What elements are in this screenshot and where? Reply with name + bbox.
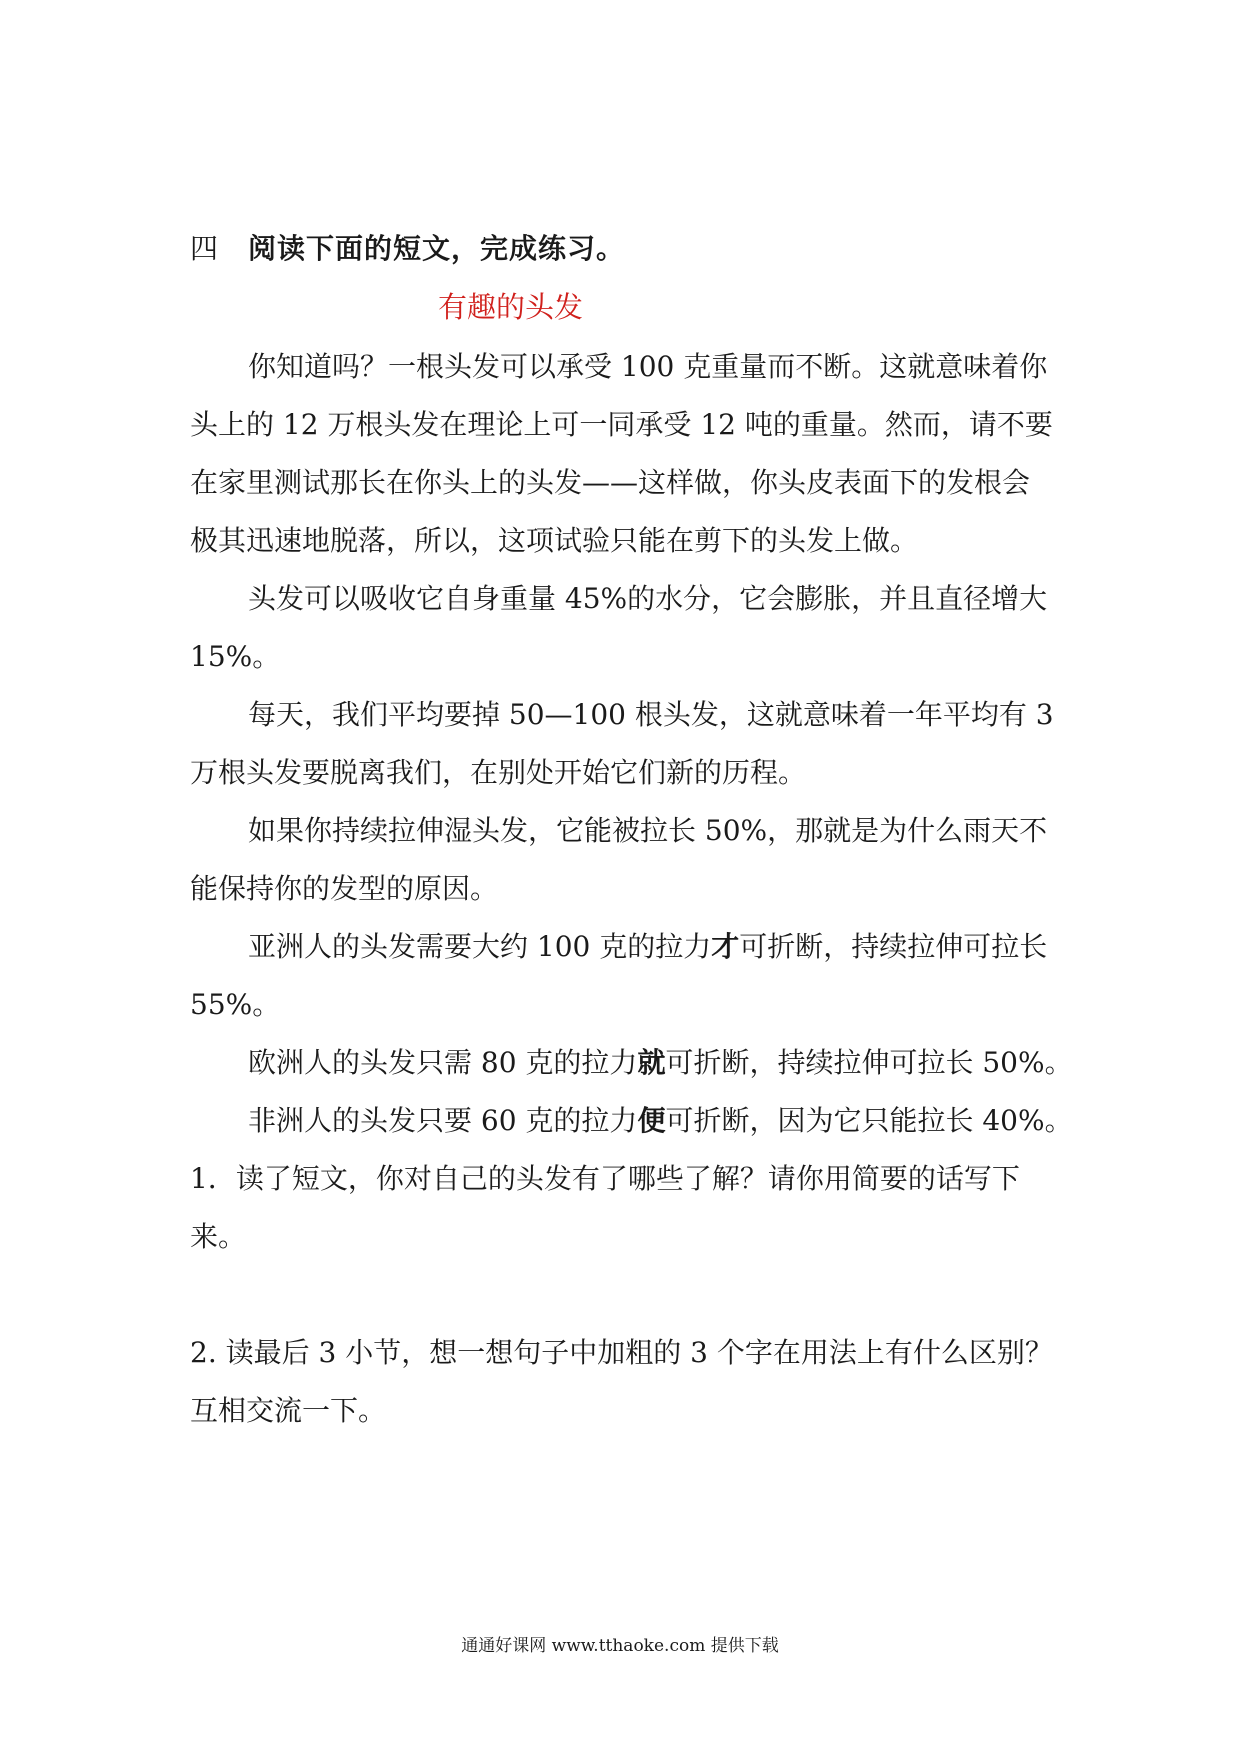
paragraph-7-text-before: 非洲人的头发只要 60 克的拉力 bbox=[248, 1104, 638, 1137]
section-heading bbox=[190, 229, 1060, 269]
paragraph-5-line-2: 55%。 bbox=[190, 988, 281, 1021]
question-1-line-1: 1．读了短文，你对自己的头发有了哪些了解？请你用简要的话写下 bbox=[190, 1162, 1020, 1195]
bold-word-cai: 才 bbox=[711, 930, 740, 963]
paragraph-2-line-1: 头发可以吸收它自身重量 45%的水分，它会膨胀，并且直径增大 bbox=[248, 582, 1048, 615]
paragraph-1-line-4: 极其迅速地脱落，所以，这项试验只能在剪下的头发上做。 bbox=[190, 524, 919, 557]
question-2-line-2: 互相交流一下。 bbox=[190, 1394, 387, 1427]
passage-title: 有趣的头发 bbox=[438, 290, 584, 324]
paragraph-6-line-1 bbox=[248, 1043, 1073, 1083]
paragraph-6-text-before: 欧洲人的头发只需 80 克的拉力 bbox=[248, 1046, 638, 1079]
page-footer: 通通好课网 www.tthaoke.com 提供下载 bbox=[461, 1636, 779, 1656]
bold-word-jiu: 就 bbox=[637, 1046, 666, 1079]
section-number: 四 bbox=[190, 232, 220, 265]
question-2-line-1: 2. 读最后 3 小节，想一想句子中加粗的 3 个字在用法上有什么区别？ bbox=[190, 1336, 1053, 1369]
paragraph-3-line-1: 每天，我们平均要掉 50—100 根头发，这就意味着一年平均有 3 bbox=[248, 698, 1054, 731]
section-instruction: 阅读下面的短文，完成练习。 bbox=[248, 232, 626, 265]
paragraph-7-line-1 bbox=[248, 1101, 1073, 1141]
paragraph-1-line-3: 在家里测试那长在你头上的头发——这样做，你头皮表面下的发根会 bbox=[190, 466, 1031, 499]
paragraph-4-line-1: 如果你持续拉伸湿头发，它能被拉长 50%，那就是为什么雨天不 bbox=[248, 814, 1048, 847]
paragraph-7-text-after: 可折断，因为它只能拉长 40%。 bbox=[665, 1104, 1073, 1137]
paragraph-5-text-before: 亚洲人的头发需要大约 100 克的拉力 bbox=[248, 930, 712, 963]
question-1-line-2: 来。 bbox=[190, 1220, 247, 1253]
bold-word-bian: 便 bbox=[637, 1104, 666, 1137]
paragraph-6-text-after: 可折断，持续拉伸可拉长 50%。 bbox=[665, 1046, 1073, 1079]
paragraph-1-line-1: 你知道吗？一根头发可以承受 100 克重量而不断。这就意味着你 bbox=[248, 350, 1048, 383]
paragraph-5-text-after: 可折断，持续拉伸可拉长 bbox=[739, 930, 1048, 963]
paragraph-2-line-2: 15%。 bbox=[190, 640, 281, 673]
paragraph-5-line-1 bbox=[248, 927, 1068, 967]
paragraph-1-line-2: 头上的 12 万根头发在理论上可一同承受 12 吨的重量。然而，请不要 bbox=[190, 408, 1053, 441]
paragraph-4-line-2: 能保持你的发型的原因。 bbox=[190, 872, 499, 905]
paragraph-3-line-2: 万根头发要脱离我们，在别处开始它们新的历程。 bbox=[190, 756, 807, 789]
